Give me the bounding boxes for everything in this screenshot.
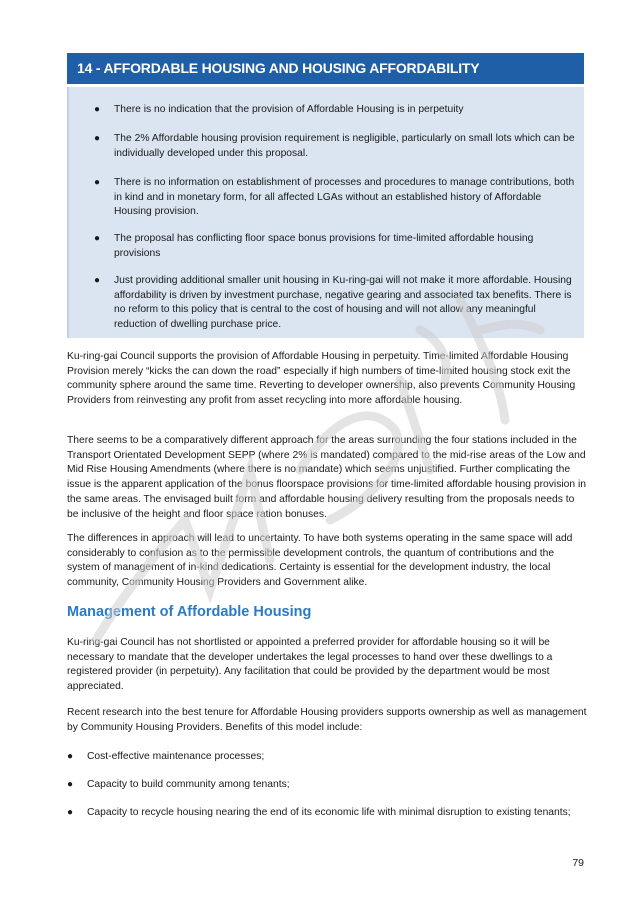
subheading: Management of Affordable Housing [67, 604, 312, 620]
body-paragraph: There seems to be a comparatively different approach for the areas surrounding the four stations included in the Transport Orientated Development SEPP (where 2% is mandated) compared to the mid-rise areas of the Low and Mid Rise Housing Amendments (where there is no mandate) which seems unjustified. Further complicating the issue is the apparent application of the bonus floorspace provisions for time-limited affordable housing provision in the same areas. The envisaged built form and affordable housing delivery resulting from the proposals needs to be inclusive of the height and floor space ration bonuses. [67, 435, 586, 520]
summary-box [67, 87, 584, 338]
summary-item: ● There is no indication that the provision of Affordable Housing is in perpetuity [114, 103, 579, 118]
body-paragraph: Recent research into the best tenure for Affordable Housing providers supports ownership as well as management by Community Housing Providers. Benefits of this model include: [67, 707, 587, 733]
summary-item: ● The proposal has conflicting floor space bonus provisions for time-limited affordable housing provisions [94, 233, 534, 259]
body-paragraph: Ku-ring-gai Council supports the provision of Affordable Housing in perpetuity. Time-limited Affordable Housing Provision merely “kicks the can down the road” especially if high numbers of time-limited housing stock exit the community sphere around the same time. Reverting to developer ownership, also prevents Community Housing Providers from reinvesting any profit from asset recycling into more affordable housing. [67, 351, 576, 407]
bullet-icon: ● [67, 751, 74, 762]
bullet-icon: ● [67, 779, 74, 790]
bullet-icon: ● [94, 177, 101, 188]
body-paragraph: The differences in approach will lead to uncertainty. To have both systems operating in the same space will add considerably to confusion as to the permissible development controls, the quantum of contributions and the system of management of in-kind dedications. Certainty is essential for the development industry, the local community, Community Housing Providers and Government alike. [67, 533, 573, 589]
bullet-icon: ● [94, 275, 101, 286]
benefit-item: ● Cost-effective maintenance processes; [87, 750, 587, 765]
page-number: 79 [572, 857, 584, 869]
bullet-icon: ● [94, 104, 101, 115]
benefit-item: ● Capacity to build community among tenants; [87, 778, 587, 793]
summary-item: ● There is no information on establishment of processes and procedures to manage contributions, both in kind and in monetary form, for all affected LGAs without an established history of Affordable Housing provision. [94, 177, 575, 218]
summary-item: ● Just providing additional smaller unit housing in Ku-ring-gai will not make it more affordable. Housing affordability is driven by investment purchase, negative gearing and associated tax benefits. There is no reform to this policy that is central to the cost of housing and will not allow any meaningful reduction of dwelling purchase price. [94, 275, 572, 331]
bullet-icon: ● [94, 133, 101, 144]
bullet-icon: ● [67, 807, 74, 818]
benefit-item: ● Capacity to recycle housing nearing the end of its economic life with minimal disruption to existing tenants; [87, 806, 587, 821]
summary-item: ● The 2% Affordable housing provision requirement is negligible, particularly on small lots which can be individually developed under this proposal. [94, 133, 575, 159]
section-header: 14 - AFFORDABLE HOUSING AND HOUSING AFFORDABILITY [67, 53, 584, 84]
body-paragraph: Ku-ring-gai Council has not shortlisted or appointed a preferred provider for affordable housing so it will be necessary to mandate that the developer undertakes the legal processes to hand over these dwellings to a registered provider (in perpetuity). Any facilitation that could be provided by the department would be most appreciated. [67, 637, 553, 693]
bullet-icon: ● [94, 233, 101, 244]
